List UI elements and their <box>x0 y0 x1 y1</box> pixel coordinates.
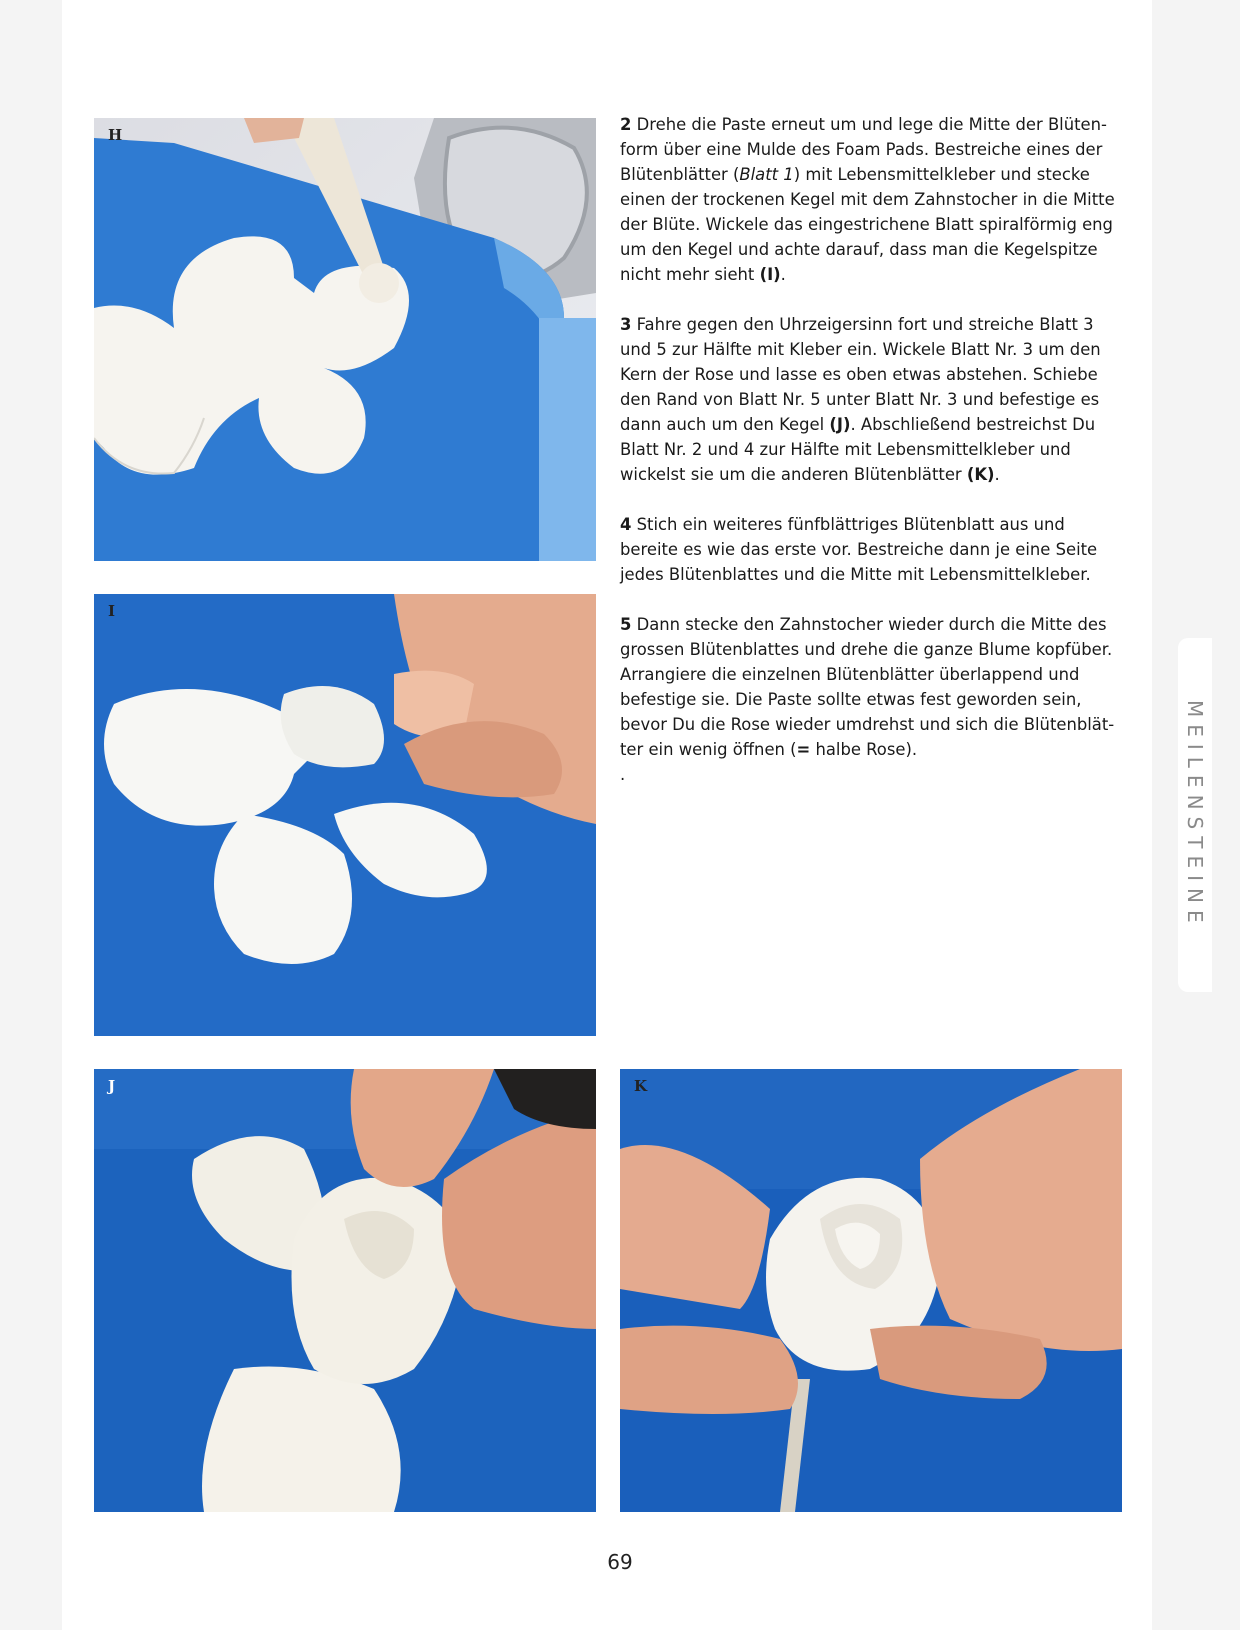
step-5-text-b: halbe Rose). <box>810 740 918 759</box>
step-2-number: 2 <box>620 115 632 134</box>
photo-label-h: H <box>108 126 123 144</box>
step-2-paragraph <box>620 112 1126 287</box>
step-3-text-a: Fahre gegen den Uhrzeigersinn fort und streiche Blatt 3 und 5 zur Hälfte mit Kleber ein. Wickele Blatt Nr. 3 um den Kern der Rose und lasse es oben etwas abstehen. Schiebe den Rand von Blatt Nr. 5 unter Blatt Nr. 3 und befestige es dann auch um den Kegel <box>620 315 1101 434</box>
photo-label-i: I <box>108 602 116 620</box>
step-3-text-b: . Abschließend bestreichst Du Blatt Nr. 2 und 4 zur Hälfte mit Lebensmittelkleber und wickelst sie um die anderen Blütenblätter <box>620 415 1096 484</box>
photo-i <box>94 594 596 1036</box>
step-5-number: 5 <box>620 615 632 634</box>
photo-label-j: J <box>108 1077 116 1095</box>
step-3-text-c: . <box>994 465 1000 484</box>
photo-j-image <box>94 1069 596 1512</box>
step-3-ref-k: (K) <box>966 465 995 484</box>
step-3-paragraph <box>620 312 1126 487</box>
instructions-text <box>620 112 1126 787</box>
photo-label-k: K <box>634 1077 648 1095</box>
photo-h-image <box>94 118 596 561</box>
step-5-equals: = <box>796 740 811 759</box>
photo-h <box>94 118 596 561</box>
step-5-paragraph <box>620 612 1126 762</box>
sidebar-tab-label: MEILENSTEINE <box>1183 700 1207 930</box>
photo-i-image <box>94 594 596 1036</box>
step-2-text-d: . <box>780 265 786 284</box>
step-2-ref-i: (I) <box>759 265 781 284</box>
step-4-paragraph <box>620 512 1126 587</box>
step-4-number: 4 <box>620 515 632 534</box>
photo-k <box>620 1069 1122 1512</box>
step-3-number: 3 <box>620 315 632 334</box>
page-number: 69 <box>607 1550 633 1574</box>
step-5-text-a: Dann stecke den Zahnstocher wieder durch die Mitte des grossen Blütenblattes und drehe die ganze Blume kopfüber. Arrangiere die einzelnen Blütenblätter überlappend und befestige sie. Die Paste sollte etwas fest geworden sein, bevor Du die Rose wieder umdrehst und sich die Blütenblätter ein wenig öffnen ( <box>620 615 1115 759</box>
step-2-text-c: ) mit Lebensmittelkleber und stecke einen der trockenen Kegel mit dem Zahnstocher in die Mitte der Blüte. Wickele das eingestrichene Blatt spiralförmig eng um den Kegel und achte darauf, dass man die Kegelspitze nicht mehr sieht <box>620 165 1115 284</box>
step-2-text-b: Blatt 1 <box>739 165 794 184</box>
step-3-ref-j: (J) <box>829 415 851 434</box>
photo-k-image <box>620 1069 1122 1512</box>
trailing-dot: . <box>620 765 626 784</box>
step-4-text: Stich ein weiteres fünfblättriges Blütenblatt aus und bereite es wie das erste vor. Bestreiche dann je eine Seite jedes Blütenblattes und die Mitte mit Lebensmittelkleber. <box>620 515 1098 584</box>
sidebar-tab <box>1178 638 1212 992</box>
step-2-text-a: Drehe die Paste erneut um und lege die Mitte der Blütenform über eine Mulde des Foam Pads. Bestreiche eines der Blütenblätter ( <box>620 115 1107 184</box>
photo-j <box>94 1069 596 1512</box>
